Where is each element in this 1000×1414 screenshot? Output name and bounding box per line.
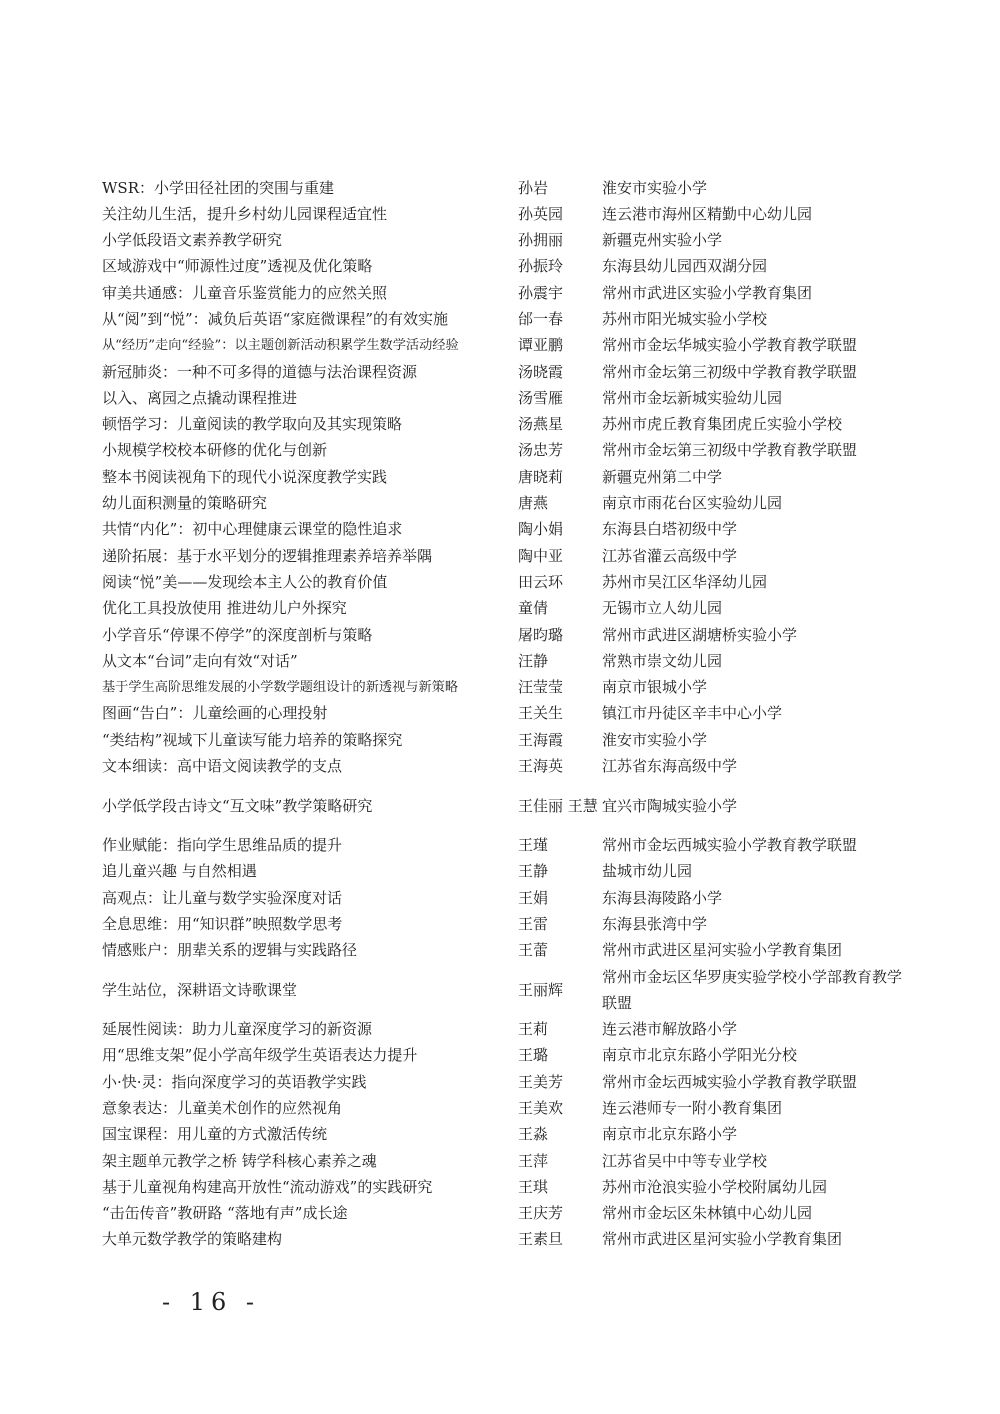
paper-title: 小学低段语文素养教学研究 [102, 232, 283, 250]
author-name: 汤晓霞 [518, 363, 564, 381]
paper-title: 递阶拓展：基于水平划分的逻辑推理素养培养举隅 [102, 547, 433, 565]
table-row [102, 859, 902, 885]
author-name: 童倩 [518, 600, 549, 618]
author-name: 孙岩 [518, 179, 549, 197]
paper-title: 追儿童兴趣 与自然相遇 [102, 863, 257, 881]
paper-title: 从“阅”到“悦”：减负后英语“家庭微课程”的有效实施 [102, 311, 449, 328]
table-row [102, 1095, 902, 1121]
school-name: 连云港市解放路小学 [602, 1021, 738, 1039]
table-row [102, 359, 902, 385]
table-row [102, 727, 902, 753]
paper-title: 大单元数学教学的策略建构 [102, 1231, 283, 1249]
paper-title: 区域游戏中“师源性过度”透视及优化策略 [102, 258, 373, 276]
author-name: 王璐 [518, 1047, 549, 1065]
table-row [102, 885, 902, 911]
paper-title: 意象表达：儿童美术创作的应然视角 [102, 1099, 343, 1117]
author-name: 唐晓莉 [518, 468, 564, 486]
school-name: 苏州市阳光城实验小学校 [602, 311, 768, 328]
author-name: 孙英园 [518, 205, 564, 223]
author-name: 王瑾 [518, 836, 549, 854]
table-row [102, 254, 902, 280]
author-name: 王海英 [518, 758, 564, 776]
paper-title: 情感账户：朋辈关系的逻辑与实践路径 [102, 942, 358, 960]
table-row [102, 175, 902, 201]
table-row [102, 438, 902, 464]
table-row [102, 385, 902, 411]
paper-title: WSR：小学田径社团的突围与重建 [102, 179, 334, 197]
paper-title: 图画“告白”：儿童绘画的心理投射 [102, 705, 328, 723]
author-name: 谭亚鹏 [518, 337, 564, 355]
author-name: 汤雪雁 [518, 389, 564, 407]
author-name: 陶中亚 [518, 547, 564, 565]
author-name: 王庆芳 [518, 1205, 564, 1223]
table-row [102, 938, 902, 964]
school-name: 常州市金坛华城实验小学教育教学联盟 [602, 337, 858, 355]
school-name: 常州市武进区星河实验小学教育集团 [602, 1231, 843, 1249]
table-row [102, 911, 902, 937]
paper-title: 全息思维：用“知识群”映照数学思考 [102, 915, 343, 933]
paper-title: 关注幼儿生活，提升乡村幼儿园课程适宜性 [102, 205, 388, 223]
paper-title: 小规模学校校本研修的优化与创新 [102, 442, 328, 460]
school-name: 江苏省东海高级中学 [602, 758, 738, 776]
table-row [102, 1069, 902, 1095]
table-row [102, 964, 902, 1017]
paper-title: 基于学生高阶思维发展的小学数学题组设计的新透视与新策略 [102, 680, 459, 696]
table-row [102, 280, 902, 306]
school-name: 常州市金坛区朱林镇中心幼儿园 [602, 1205, 813, 1223]
school-name: 常州市金坛新城实验幼儿园 [602, 389, 783, 407]
paper-title: 小·快·灵：指向深度学习的英语教学实践 [102, 1073, 367, 1091]
paper-title: 以入、离园之点撬动课程推进 [102, 389, 298, 407]
school-name: 常熟市崇文幼儿园 [602, 652, 723, 670]
paper-title: 新冠肺炎：一种不可多得的道德与法治课程资源 [102, 363, 418, 381]
school-name: 淮安市实验小学 [602, 179, 708, 197]
table-row [102, 1201, 902, 1227]
paper-title: 顿悟学习：儿童阅读的教学取向及其实现策略 [102, 416, 403, 434]
table-row [102, 1227, 902, 1253]
school-name: 南京市北京东路小学 [602, 1126, 738, 1144]
table-row [102, 333, 902, 359]
author-name: 王莉 [518, 1021, 549, 1039]
table-row [102, 622, 902, 648]
author-name: 田云环 [518, 573, 564, 591]
table-row [102, 491, 902, 517]
school-name: 江苏省灌云高级中学 [602, 547, 738, 565]
school-name: 东海县幼儿园西双湖分园 [602, 258, 768, 276]
school-name: 淮安市实验小学 [602, 731, 708, 749]
author-name: 王淼 [518, 1126, 549, 1144]
paper-title: 用“思维支架”促小学高年级学生英语表达力提升 [102, 1047, 418, 1065]
paper-title: 整本书阅读视角下的现代小说深度教学实践 [102, 468, 388, 486]
author-name: 王素旦 [518, 1231, 564, 1249]
school-name: 新疆克州实验小学 [602, 232, 723, 250]
school-name: 镇江市丹徒区辛丰中心小学 [602, 705, 783, 723]
school-name: 东海县海陵路小学 [602, 889, 723, 907]
paper-title: 架主题单元教学之桥 铸学科核心素养之魂 [102, 1152, 377, 1170]
school-name: 常州市金坛第三初级中学教育教学联盟 [602, 442, 858, 460]
author-name: 王佳丽 王慧 [518, 796, 598, 815]
school-name: 苏州市沧浪实验小学校附属幼儿园 [602, 1178, 828, 1196]
school-name: 东海县张湾中学 [602, 915, 708, 933]
table-row [102, 832, 902, 858]
table-row [102, 754, 902, 780]
school-name: 南京市雨花台区实验幼儿园 [602, 495, 783, 513]
school-name: 常州市武进区星河实验小学教育集团 [602, 942, 843, 960]
paper-title: 学生站位，深耕语文诗歌课堂 [102, 981, 298, 999]
table-row [102, 543, 902, 569]
paper-title: 文本细读：高中语文阅读教学的支点 [102, 758, 343, 776]
paper-title: 小学音乐“停课不停学”的深度剖析与策略 [102, 626, 373, 644]
table-row [102, 780, 902, 833]
author-name: 汪莹莹 [518, 679, 564, 697]
paper-title: 审美共通感：儿童音乐鉴赏能力的应然关照 [102, 284, 388, 302]
school-name: 常州市武进区湖塘桥实验小学 [602, 626, 798, 644]
author-name: 王关生 [518, 705, 564, 723]
author-name: 孙拥丽 [518, 232, 564, 250]
author-name: 王海霞 [518, 731, 564, 749]
table-row [102, 228, 902, 254]
table-row [102, 412, 902, 438]
table-row [102, 1174, 902, 1200]
author-name: 汪静 [518, 652, 549, 670]
school-name: 南京市北京东路小学阳光分校 [602, 1047, 798, 1065]
author-name: 王萍 [518, 1152, 549, 1170]
table-row [102, 1148, 902, 1174]
paper-title: 从“经历”走向“经验”：以主题创新活动积累学生数学活动经验 [102, 338, 459, 354]
paper-title: 延展性阅读：助力儿童深度学习的新资源 [102, 1021, 373, 1039]
author-name: 孙振玲 [518, 258, 564, 276]
table-row [102, 675, 902, 701]
school-name: 苏州市吴江区华泽幼儿园 [602, 573, 768, 591]
table-row [102, 569, 902, 595]
table-row [102, 1122, 902, 1148]
table-row [102, 517, 902, 543]
author-name: 王娟 [518, 889, 549, 907]
school-name: 常州市武进区实验小学教育集团 [602, 284, 813, 302]
school-name: 苏州市虎丘教育集团虎丘实验小学校 [602, 416, 843, 434]
school-name: 常州市金坛西城实验小学教育教学联盟 [602, 836, 858, 854]
school-name: 常州市金坛第三初级中学教育教学联盟 [602, 363, 858, 381]
table-row [102, 1043, 902, 1069]
paper-title: 国宝课程：用儿童的方式激活传统 [102, 1126, 328, 1144]
author-name: 王琪 [518, 1178, 549, 1196]
school-name: 常州市金坛区华罗庚实验学校小学部教育教学联盟 [602, 967, 902, 1013]
school-name: 常州市金坛西城实验小学教育教学联盟 [602, 1073, 858, 1091]
author-name: 王蕾 [518, 942, 549, 960]
author-name: 唐燕 [518, 495, 549, 513]
author-name: 王丽辉 [518, 981, 564, 999]
table-row [102, 596, 902, 622]
paper-title: 作业赋能：指向学生思维品质的提升 [102, 836, 343, 854]
table-row [102, 701, 902, 727]
school-name: 宜兴市陶城实验小学 [602, 797, 738, 815]
paper-title: 从文本“台词”走向有效“对话” [102, 652, 298, 670]
table-row [102, 464, 902, 490]
paper-title: 高观点：让儿童与数学实验深度对话 [102, 889, 343, 907]
award-list [102, 175, 902, 1253]
paper-title: 优化工具投放使用 推进幼儿户外探究 [102, 600, 347, 618]
author-name: 孙震宇 [518, 284, 564, 302]
paper-title: “类结构”视域下儿童读写能力培养的策略探究 [102, 731, 403, 749]
author-name: 王美芳 [518, 1073, 564, 1091]
table-row [102, 1017, 902, 1043]
author-name: 陶小娟 [518, 521, 564, 539]
school-name: 盐城市幼儿园 [602, 863, 693, 881]
paper-title: 幼儿面积测量的策略研究 [102, 495, 268, 513]
table-row [102, 648, 902, 674]
paper-title: 小学低学段古诗文“互文味”教学策略研究 [102, 797, 373, 815]
school-name: 无锡市立人幼儿园 [602, 600, 723, 618]
author-name: 汤忠芳 [518, 442, 564, 460]
school-name: 连云港市海州区精勤中心幼儿园 [602, 205, 813, 223]
table-row [102, 201, 902, 227]
school-name: 东海县白塔初级中学 [602, 521, 738, 539]
author-name: 屠昀璐 [518, 626, 564, 644]
school-name: 连云港师专一附小教育集团 [602, 1099, 783, 1117]
paper-title: 基于儿童视角构建高开放性“流动游戏”的实践研究 [102, 1178, 433, 1196]
school-name: 新疆克州第二中学 [602, 468, 723, 486]
author-name: 王静 [518, 863, 549, 881]
page-number: - 16 - [162, 1288, 261, 1316]
paper-title: “击缶传音”教研路 “落地有声”成长途 [102, 1205, 348, 1223]
school-name: 江苏省吴中中等专业学校 [602, 1152, 768, 1170]
paper-title: 阅读“悦”美——发现绘本主人公的教育价值 [102, 573, 388, 591]
author-name: 邰一春 [518, 311, 564, 328]
author-name: 王雷 [518, 915, 549, 933]
author-name: 王美欢 [518, 1099, 564, 1117]
author-name: 汤燕星 [518, 416, 564, 434]
table-row [102, 306, 902, 332]
paper-title: 共情“内化”：初中心理健康云课堂的隐性追求 [102, 521, 403, 539]
school-name: 南京市银城小学 [602, 679, 708, 697]
